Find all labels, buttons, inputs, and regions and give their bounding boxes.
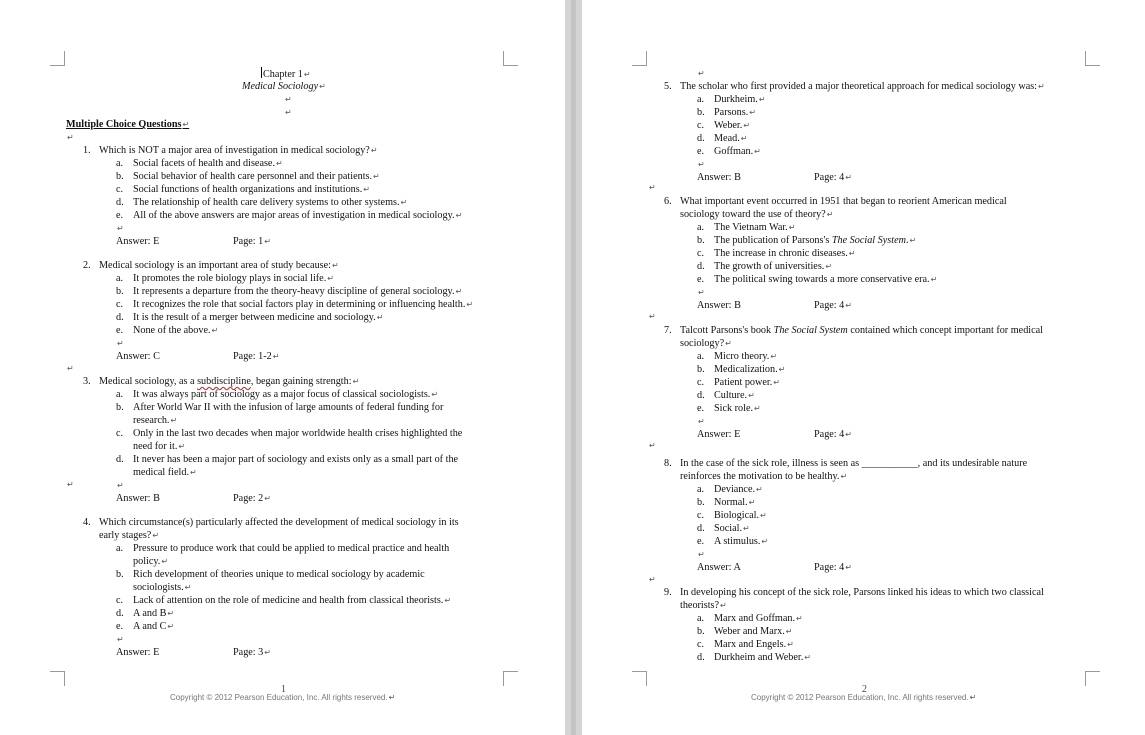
question-number: 3. [83, 376, 91, 387]
crop-mark-top-right [503, 51, 518, 66]
crop-mark-top-right [1085, 51, 1100, 66]
page-number: 1 [281, 684, 286, 695]
answer-option-text: None of the above.↵ [133, 325, 219, 336]
empty-paragraph: ↵ [117, 481, 124, 490]
page-reference: Page: 4↵ [814, 300, 852, 311]
answer-option-letter: b. [116, 171, 124, 182]
empty-paragraph: ↵ [117, 224, 124, 233]
answer-option-letter: d. [697, 133, 705, 144]
answer-option-text: Durkheim and Weber.↵ [714, 652, 811, 663]
answer-option-text: Marx and Goffman.↵ [714, 613, 803, 624]
answer-key: Answer: E [116, 647, 160, 658]
answer-option-text: Rich development of theories unique to medical sociology by academic [133, 569, 425, 580]
question-number: 1. [83, 145, 91, 156]
crop-mark-bottom-right [1085, 671, 1100, 686]
empty-paragraph: ↵ [698, 160, 705, 169]
answer-key: Answer: C [116, 351, 160, 362]
answer-key: Answer: E [697, 429, 741, 440]
question-number: 2. [83, 260, 91, 271]
empty-paragraph: ↵ [649, 183, 656, 192]
answer-option-text: Deviance.↵ [714, 484, 763, 495]
crop-mark-bottom-left [632, 671, 647, 686]
answer-option-text: The political swing towards a more conservative era.↵ [714, 274, 938, 285]
answer-option-letter: c. [116, 299, 124, 310]
answer-option-text: Social functions of health organizations and institutions.↵ [133, 184, 370, 195]
answer-option-letter: c. [697, 248, 705, 259]
chapter-heading: Chapter 1↵ [263, 69, 311, 80]
empty-paragraph: ↵ [67, 480, 74, 489]
question-text: Medical sociology, as a subdiscipline, began gaining strength:↵ [99, 376, 360, 387]
question-text: theorists?↵ [680, 600, 727, 611]
answer-option-letter: a. [697, 94, 705, 105]
answer-option-text: Patient power.↵ [714, 377, 780, 388]
answer-option-text: A stimulus.↵ [714, 536, 769, 547]
crop-mark-bottom-right [503, 671, 518, 686]
question-number: 6. [664, 196, 672, 207]
answer-option-text: Culture.↵ [714, 390, 755, 401]
question-text: What important event occurred in 1951 that began to reorient American medical [680, 196, 1007, 207]
answer-option-text: sociologists.↵ [133, 582, 192, 593]
chapter-subtitle: Medical Sociology↵ [242, 81, 326, 92]
answer-option-letter: b. [697, 107, 705, 118]
empty-paragraph: ↵ [698, 550, 705, 559]
answer-option-letter: e. [697, 146, 705, 157]
answer-option-letter: c. [697, 639, 705, 650]
answer-option-text: The increase in chronic diseases.↵ [714, 248, 856, 259]
answer-option-text: Mead.↵ [714, 133, 748, 144]
answer-option-letter: a. [116, 158, 124, 169]
answer-option-letter: c. [116, 184, 124, 195]
answer-key: Answer: B [697, 172, 741, 183]
answer-option-letter: e. [697, 536, 705, 547]
answer-option-letter: d. [116, 312, 124, 323]
answer-option-text: Micro theory.↵ [714, 351, 778, 362]
answer-option-text: Lack of attention on the role of medicine and health from classical theorists.↵ [133, 595, 452, 606]
question-text: Which circumstance(s) particularly affected the development of medical sociology in its [99, 517, 459, 528]
page-number: 2 [862, 684, 867, 695]
empty-paragraph: ↵ [285, 95, 292, 104]
answer-option-text: A and B↵ [133, 608, 175, 619]
answer-option-letter: d. [697, 390, 705, 401]
answer-option-text: Marx and Engels.↵ [714, 639, 794, 650]
question-text: In developing his concept of the sick role, Parsons linked his ideas to which two classical [680, 587, 1044, 598]
document-page-1[interactable] [0, 0, 565, 735]
answer-option-text: A and C↵ [133, 621, 175, 632]
question-number: 4. [83, 517, 91, 528]
answer-option-letter: c. [116, 428, 124, 439]
answer-option-text: Pressure to produce work that could be applied to medical practice and health [133, 543, 450, 554]
answer-option-text: All of the above answers are major areas of investigation in medical sociology.↵ [133, 210, 463, 221]
empty-paragraph: ↵ [117, 635, 124, 644]
question-text: Which is NOT a major area of investigation in medical sociology?↵ [99, 145, 378, 156]
answer-option-letter: c. [697, 377, 705, 388]
question-text: sociology?↵ [680, 338, 732, 349]
answer-option-letter: a. [697, 613, 705, 624]
answer-option-text: Medicalization.↵ [714, 364, 786, 375]
text-cursor [261, 67, 262, 78]
answer-option-letter: e. [116, 210, 124, 221]
answer-option-letter: e. [697, 403, 705, 414]
empty-paragraph: ↵ [698, 417, 705, 426]
crop-mark-bottom-left [50, 671, 65, 686]
question-text: reinforces the motivation to be healthy.↵ [680, 471, 848, 482]
answer-key: Answer: B [116, 493, 160, 504]
answer-option-letter: e. [116, 621, 124, 632]
empty-paragraph: ↵ [67, 364, 74, 373]
empty-paragraph: ↵ [649, 575, 656, 584]
question-text: In the case of the sick role, illness is seen as ___________, and its undesirable nature [680, 458, 1028, 469]
answer-option-text: It never has been a major part of sociology and exists only as a small part of the [133, 454, 459, 465]
answer-option-letter: a. [697, 484, 705, 495]
document-page-2[interactable] [582, 0, 1145, 735]
answer-option-letter: a. [697, 222, 705, 233]
answer-option-letter: a. [697, 351, 705, 362]
answer-option-text: The growth of universities.↵ [714, 261, 833, 272]
answer-option-letter: d. [116, 608, 124, 619]
answer-option-text: Parsons.↵ [714, 107, 756, 118]
page-reference: Page: 4↵ [814, 172, 852, 183]
question-text: sociology toward the use of theory?↵ [680, 209, 834, 220]
answer-option-text: need for it.↵ [133, 441, 186, 452]
answer-key: Answer: A [697, 562, 741, 573]
question-text: The scholar who first provided a major theoretical approach for medical sociology was:↵ [680, 81, 1045, 92]
question-number: 8. [664, 458, 672, 469]
answer-option-letter: c. [116, 595, 124, 606]
answer-key: Answer: E [116, 236, 160, 247]
answer-option-letter: a. [116, 543, 124, 554]
answer-option-letter: e. [697, 274, 705, 285]
answer-option-text: Goffman.↵ [714, 146, 761, 157]
answer-option-letter: b. [116, 569, 124, 580]
crop-mark-top-left [632, 51, 647, 66]
answer-option-letter: d. [116, 454, 124, 465]
page-gap-stripe [571, 0, 576, 735]
answer-option-text: Social facets of health and disease.↵ [133, 158, 283, 169]
answer-option-letter: b. [116, 286, 124, 297]
answer-option-text: Normal.↵ [714, 497, 756, 508]
answer-option-letter: a. [116, 273, 124, 284]
answer-option-letter: b. [697, 235, 705, 246]
answer-option-text: The publication of Parsons's The Social System.↵ [714, 235, 917, 246]
page-reference: Page: 3↵ [233, 647, 271, 658]
answer-option-text: Durkheim.↵ [714, 94, 766, 105]
answer-option-text: Social behavior of health care personnel and their patients.↵ [133, 171, 380, 182]
page-reference: Page: 1↵ [233, 236, 271, 247]
empty-paragraph: ↵ [649, 441, 656, 450]
answer-option-letter: b. [697, 364, 705, 375]
answer-option-text: The relationship of health care delivery systems to other systems.↵ [133, 197, 408, 208]
page-reference: Page: 4↵ [814, 562, 852, 573]
answer-key: Answer: B [697, 300, 741, 311]
answer-option-letter: d. [116, 197, 124, 208]
question-text: Medical sociology is an important area of study because:↵ [99, 260, 339, 271]
empty-paragraph: ↵ [67, 133, 74, 142]
answer-option-text: Social.↵ [714, 523, 750, 534]
question-number: 7. [664, 325, 672, 336]
answer-option-text: medical field.↵ [133, 467, 197, 478]
answer-option-text: It recognizes the role that social factors play in determining or influencing health.↵ [133, 299, 474, 310]
answer-option-text: It was always part of sociology as a major focus of classical sociologists.↵ [133, 389, 439, 400]
empty-paragraph: ↵ [285, 108, 292, 117]
answer-option-text: After World War II with the infusion of large amounts of federal funding for [133, 402, 444, 413]
answer-option-letter: d. [697, 523, 705, 534]
empty-paragraph: ↵ [698, 69, 705, 78]
answer-option-text: The Vietnam War.↵ [714, 222, 796, 233]
answer-option-letter: c. [697, 510, 705, 521]
answer-option-text: It is the result of a merger between medicine and sociology.↵ [133, 312, 384, 323]
answer-option-text: It represents a departure from the theory-heavy discipline of general sociology.↵ [133, 286, 463, 297]
question-number: 9. [664, 587, 672, 598]
answer-option-text: policy.↵ [133, 556, 169, 567]
crop-mark-top-left [50, 51, 65, 66]
answer-option-text: Only in the last two decades when major worldwide health crises highlighted the [133, 428, 463, 439]
answer-option-text: Weber and Marx.↵ [714, 626, 793, 637]
empty-paragraph: ↵ [698, 288, 705, 297]
question-text: early stages?↵ [99, 530, 160, 541]
answer-option-text: Biological.↵ [714, 510, 767, 521]
section-heading: Multiple Choice Questions↵ [66, 119, 190, 130]
empty-paragraph: ↵ [117, 339, 124, 348]
question-number: 5. [664, 81, 672, 92]
answer-option-letter: b. [116, 402, 124, 413]
question-text: Talcott Parsons's book The Social System contained which concept important for medical [680, 325, 1043, 336]
page-reference: Page: 1-2↵ [233, 351, 280, 362]
answer-option-letter: b. [697, 626, 705, 637]
answer-option-letter: a. [116, 389, 124, 400]
empty-paragraph: ↵ [649, 312, 656, 321]
page-gap [565, 0, 582, 735]
answer-option-letter: c. [697, 120, 705, 131]
answer-option-letter: b. [697, 497, 705, 508]
answer-option-letter: d. [697, 652, 705, 663]
answer-option-text: Weber.↵ [714, 120, 751, 131]
answer-option-letter: e. [116, 325, 124, 336]
page-footer: Copyright © 2012 Pearson Education, Inc. All rights reserved.↵ [751, 693, 977, 702]
page-reference: Page: 4↵ [814, 429, 852, 440]
page-reference: Page: 2↵ [233, 493, 271, 504]
answer-option-text: It promotes the role biology plays in social life.↵ [133, 273, 334, 284]
answer-option-text: research.↵ [133, 415, 178, 426]
answer-option-text: Sick role.↵ [714, 403, 761, 414]
page-footer: Copyright © 2012 Pearson Education, Inc. All rights reserved.↵ [170, 693, 396, 702]
answer-option-letter: d. [697, 261, 705, 272]
